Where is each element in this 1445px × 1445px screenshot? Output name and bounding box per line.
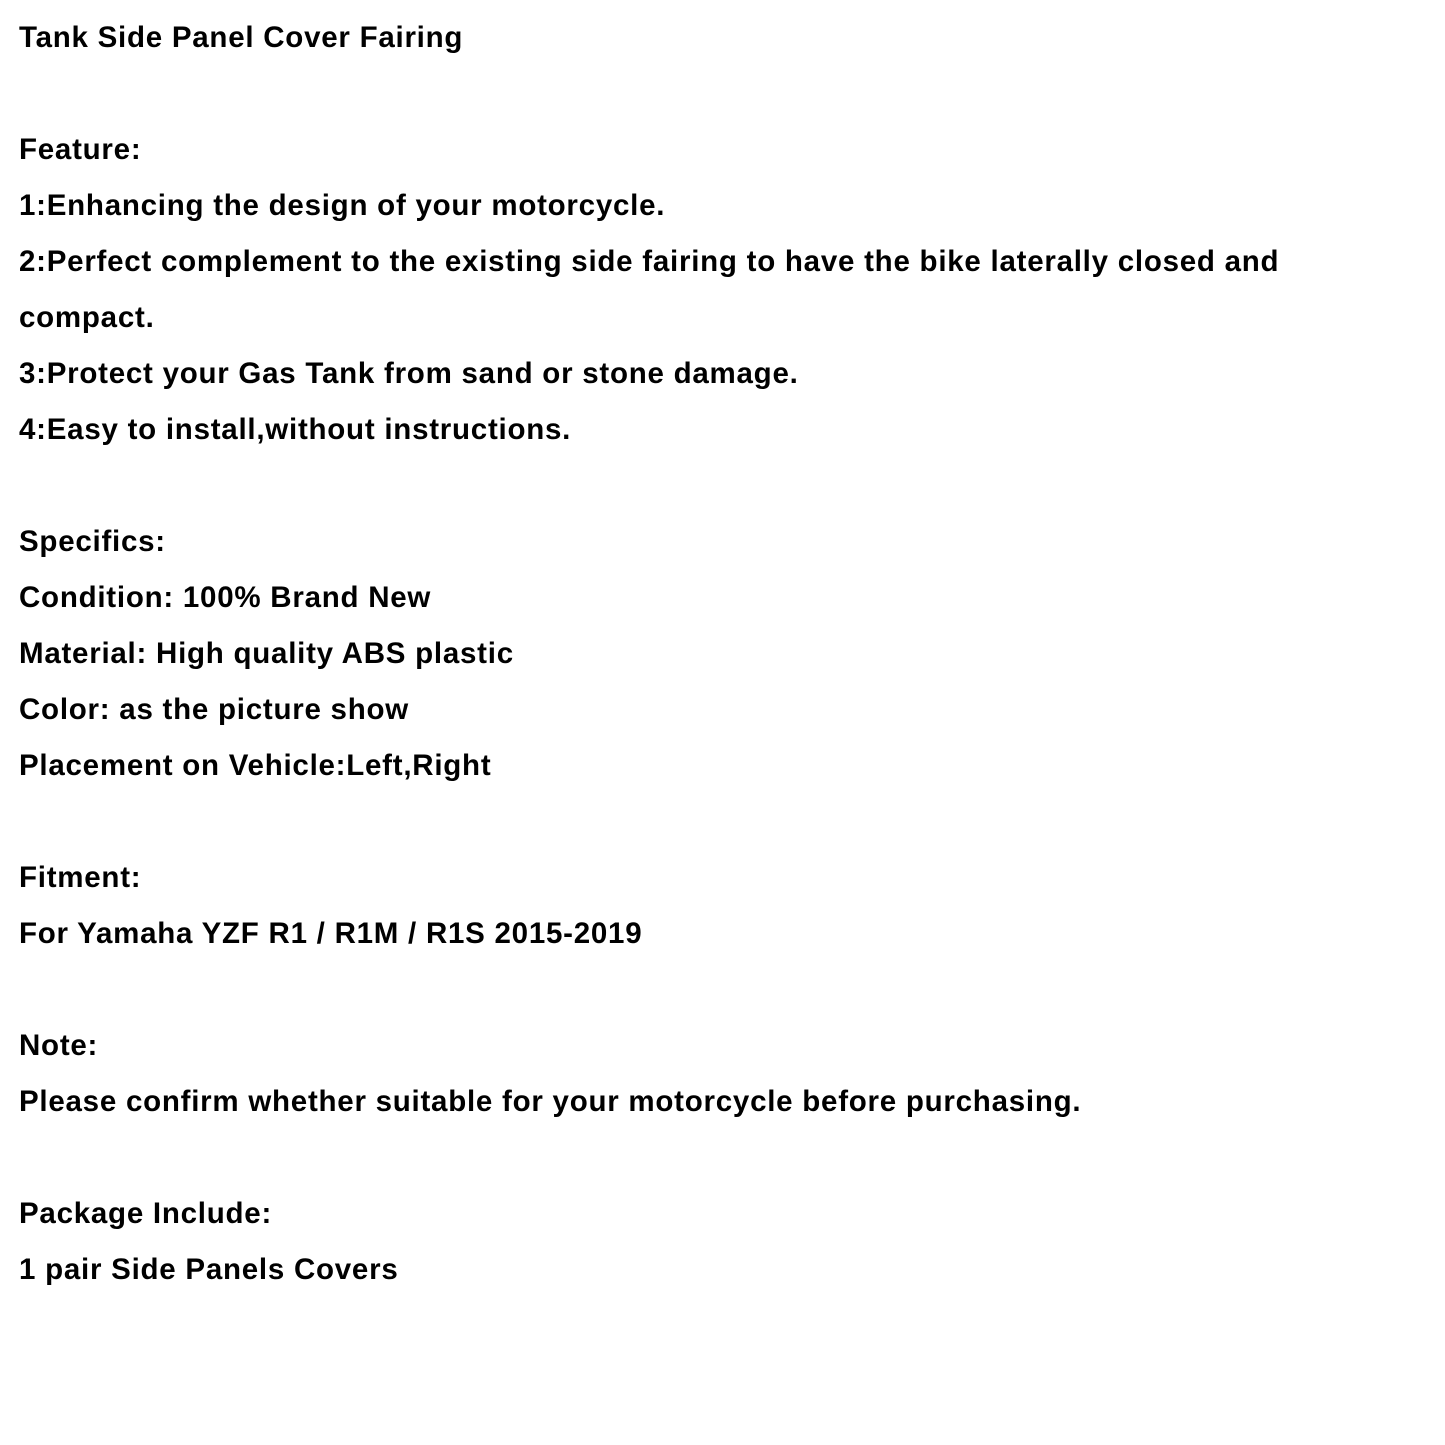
- spacer: [19, 458, 1419, 514]
- page-title: Tank Side Panel Cover Fairing: [19, 21, 464, 54]
- feature-item: compact.: [19, 301, 155, 334]
- package-heading: Package Include:: [19, 1197, 273, 1230]
- specifics-item: Color: as the picture show: [19, 693, 409, 726]
- feature-item: 4:Easy to install,without instructions.: [19, 413, 572, 446]
- spacer: [19, 66, 1419, 122]
- feature-item: 3:Protect your Gas Tank from sand or stone damage.: [19, 357, 799, 390]
- specifics-item: Condition: 100% Brand New: [19, 581, 432, 614]
- specifics-heading: Specifics:: [19, 525, 166, 558]
- note-text: Please confirm whether suitable for your motorcycle before purchasing.: [19, 1085, 1082, 1118]
- spacer: [19, 1130, 1419, 1186]
- feature-heading: Feature:: [19, 133, 142, 166]
- package-text: 1 pair Side Panels Covers: [19, 1253, 399, 1286]
- note-heading: Note:: [19, 1029, 99, 1062]
- feature-item: 2:Perfect complement to the existing side fairing to have the bike laterally closed and: [19, 245, 1280, 278]
- specifics-item: Material: High quality ABS plastic: [19, 637, 514, 670]
- spacer: [19, 794, 1419, 850]
- fitment-text: For Yamaha YZF R1 / R1M / R1S 2015-2019: [19, 917, 643, 950]
- product-description: [19, 10, 1419, 1298]
- specifics-item: Placement on Vehicle:Left,Right: [19, 749, 492, 782]
- fitment-heading: Fitment:: [19, 861, 142, 894]
- spacer: [19, 962, 1419, 1018]
- feature-item: 1:Enhancing the design of your motorcycle.: [19, 189, 666, 222]
